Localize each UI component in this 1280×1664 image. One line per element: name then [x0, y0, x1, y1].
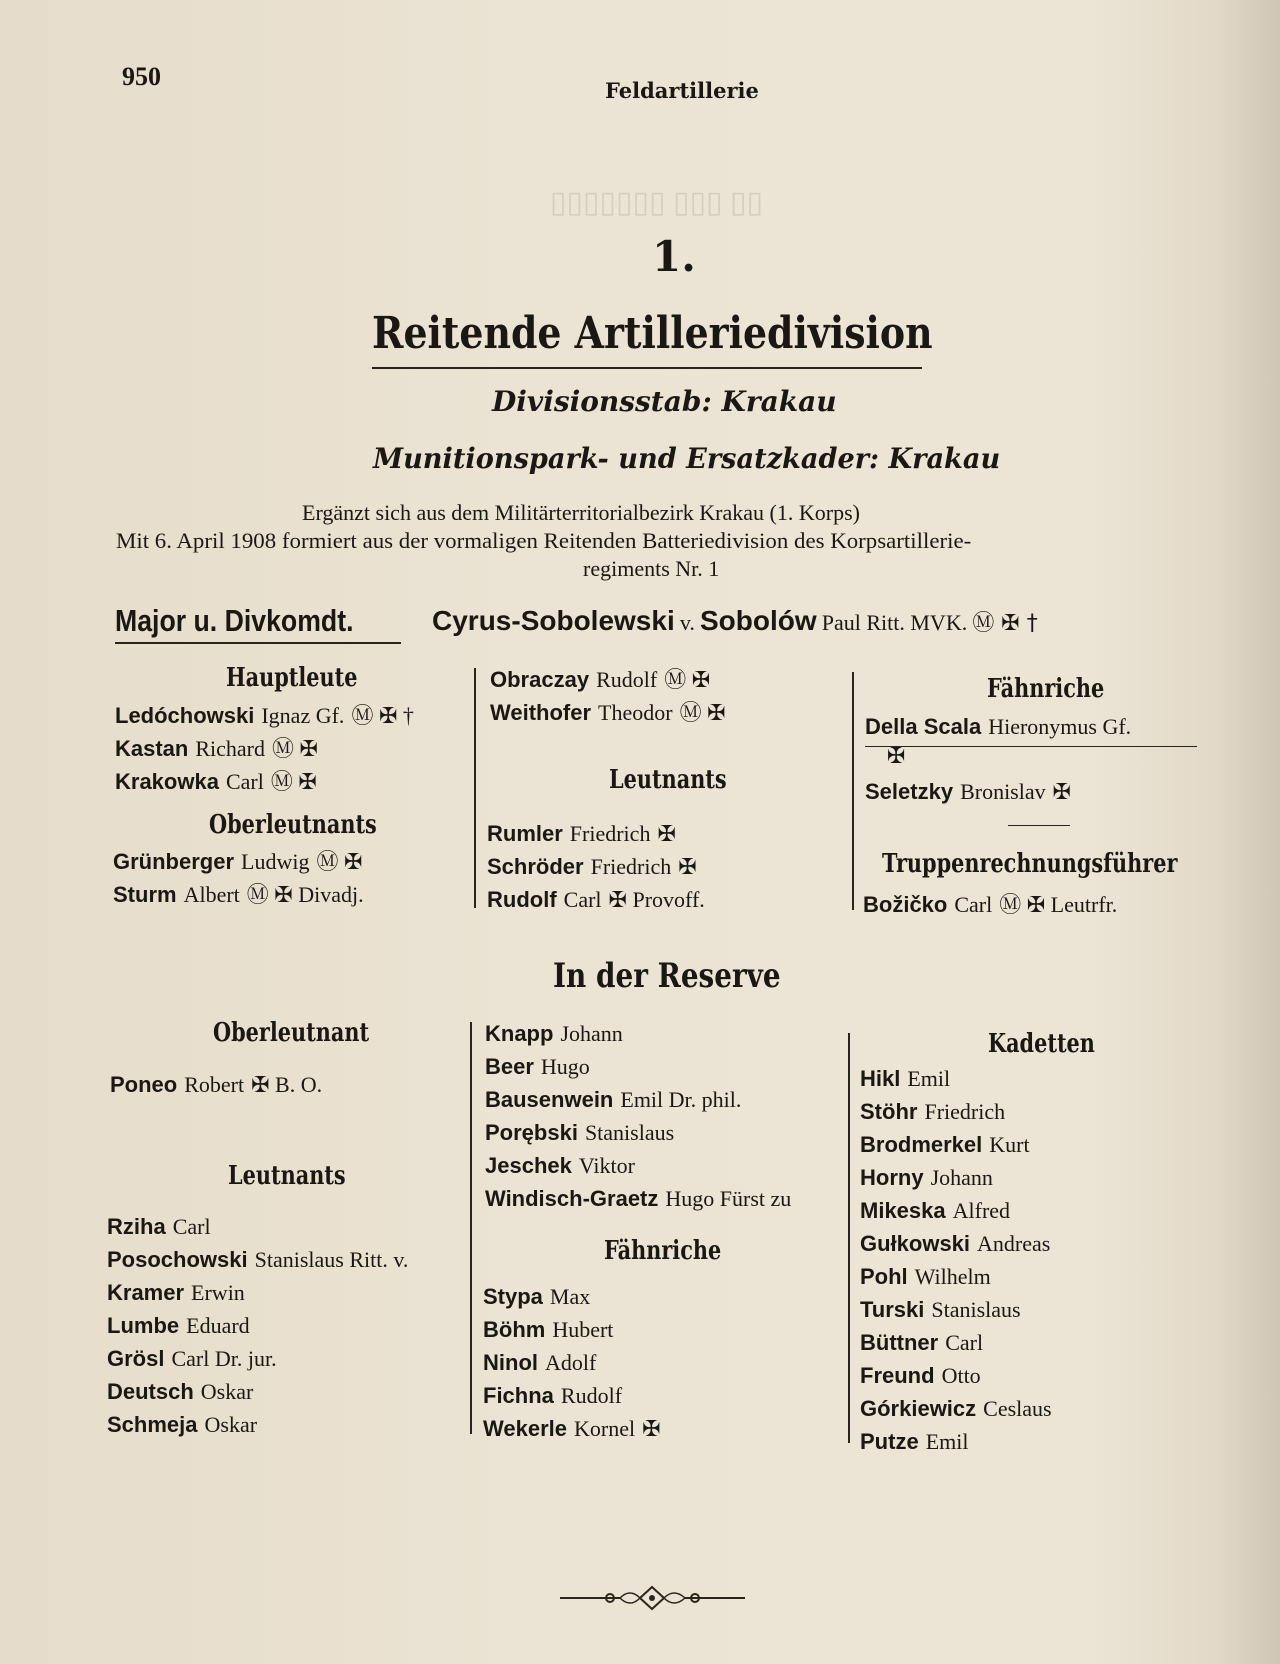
surname: Turski: [860, 1297, 925, 1322]
heading-faehnriche: Fähnriche: [987, 674, 1105, 704]
given-name: Oskar: [204, 1412, 258, 1437]
list-item: [107, 1376, 408, 1409]
surname: Górkiewicz: [860, 1396, 977, 1421]
given-name: Johann: [930, 1165, 993, 1190]
list-item: [107, 1211, 408, 1244]
list-item: [860, 1327, 1052, 1360]
list-item: [860, 1063, 1052, 1096]
page-number: 950: [122, 62, 161, 91]
reserve-leutnants-list: [107, 1211, 408, 1442]
heading-kadetten: Kadetten: [988, 1029, 1095, 1059]
list-item: [485, 1150, 791, 1183]
list-item: [487, 884, 705, 917]
short-divider: [1008, 825, 1070, 826]
surname: Windisch-Graetz: [485, 1186, 659, 1211]
surname: Fichna: [483, 1383, 554, 1408]
given-name: Oskar: [200, 1379, 254, 1404]
given-name: Alfred: [952, 1198, 1011, 1223]
reserve-col2-top-list: [485, 1018, 791, 1216]
list-item: [485, 1018, 791, 1051]
given-name: Stanislaus: [584, 1120, 675, 1145]
ornament-divider: [560, 1583, 745, 1613]
surname: Weithofer: [490, 700, 592, 725]
given-name: Kurt: [989, 1132, 1030, 1157]
surname: Lumbe: [107, 1313, 180, 1338]
list-item: [860, 1426, 1052, 1459]
given-name: Andreas: [977, 1231, 1051, 1256]
list-item: [110, 1069, 322, 1102]
list-item: [107, 1244, 408, 1277]
surname: Poneo: [110, 1072, 178, 1097]
list-item: [113, 846, 364, 879]
decoration-suffix: Ⓜ ✠: [679, 700, 726, 725]
surname: Ledóchowski: [115, 703, 255, 728]
surname: Rudolf: [487, 887, 557, 912]
surname: Della Scala: [865, 714, 982, 739]
given-name: Emil Dr. phil.: [620, 1087, 742, 1112]
staff-location: Divisionsstab: Krakau: [492, 385, 837, 418]
list-item: [487, 818, 705, 851]
surname: Hikl: [860, 1066, 901, 1091]
given-name: Emil: [907, 1066, 951, 1091]
list-item: [115, 700, 414, 733]
list-item: [485, 1183, 791, 1216]
list-item: [487, 851, 705, 884]
surname: Horny: [860, 1165, 924, 1190]
surname: Seletzky: [865, 779, 954, 804]
list-item: [860, 1129, 1052, 1162]
given-name: Hubert: [552, 1317, 614, 1342]
commander-given: Paul Ritt. MVK.: [821, 610, 968, 635]
given-name: Friedrich: [569, 821, 651, 846]
given-name: Carl: [954, 892, 993, 917]
list-item: [860, 1294, 1052, 1327]
surname: Božičko: [863, 892, 948, 917]
surname: Sturm: [113, 882, 177, 907]
running-head: Feldartillerie: [605, 78, 759, 103]
given-name: Ludwig: [241, 849, 310, 874]
given-name: Albert: [183, 882, 240, 907]
heading-oberleutnants: Oberleutnants: [209, 810, 377, 840]
reserve-divider-1: [470, 1022, 472, 1434]
list-item: [483, 1281, 661, 1314]
surname: Grünberger: [113, 849, 235, 874]
given-name: Theodor: [598, 700, 673, 725]
surname: Schmeja: [107, 1412, 198, 1437]
surname: Putze: [860, 1429, 919, 1454]
given-name: Richard: [195, 736, 266, 761]
heading-reserve-leutnants: Leutnants: [228, 1161, 346, 1191]
list-item: [860, 1096, 1052, 1129]
heading-oberleutnant: Oberleutnant: [213, 1018, 370, 1048]
active-divider-1: [474, 668, 476, 908]
surname: Krakowka: [115, 769, 219, 794]
decoration-suffix: Ⓜ ✠ †: [351, 703, 414, 728]
given-name: Max: [549, 1284, 591, 1309]
given-name: Rudolf: [560, 1383, 623, 1408]
list-item: [483, 1413, 661, 1446]
surname: Posochowski: [107, 1247, 248, 1272]
decoration-suffix: Ⓜ ✠: [664, 667, 711, 692]
list-item: [860, 1228, 1052, 1261]
surname: Stypa: [483, 1284, 543, 1309]
decoration-suffix: ✠: [678, 854, 697, 879]
list-item: [860, 1162, 1052, 1195]
list-item: [483, 1347, 661, 1380]
list-item: [107, 1409, 408, 1442]
reserve-oberleutnant-list: [110, 1069, 322, 1102]
given-name: Friedrich: [924, 1099, 1006, 1124]
given-name: Hugo Fürst zu: [665, 1186, 792, 1211]
given-name: Rudolf: [596, 667, 658, 692]
given-name: Emil: [925, 1429, 969, 1454]
given-name: Kornel: [573, 1416, 636, 1441]
list-item: [490, 664, 726, 697]
decoration-suffix: Ⓜ ✠ Leutrfr.: [999, 892, 1118, 917]
reserve-faehnriche-list: [483, 1281, 661, 1446]
list-item: [485, 1084, 791, 1117]
given-name: Adolf: [545, 1350, 597, 1375]
surname: Kastan: [115, 736, 189, 761]
oberleutnants-list: [113, 846, 364, 912]
hauptleute-list: [115, 700, 414, 799]
given-name: Carl Dr. jur.: [171, 1346, 277, 1371]
list-item: [115, 766, 414, 799]
given-name: Wilhelm: [914, 1264, 991, 1289]
formation-line-2: regiments Nr. 1: [583, 556, 720, 581]
complement-line: Ergänzt sich aus dem Militärterritorialbezirk Krakau (1. Korps): [302, 500, 860, 525]
given-name: Bronislav: [960, 779, 1046, 804]
list-item: [860, 1393, 1052, 1426]
given-name: Hieronymus Gf.: [988, 714, 1132, 739]
list-item: [107, 1310, 408, 1343]
col2-top-list: [490, 664, 726, 730]
surname: Wekerle: [483, 1416, 567, 1441]
surname: Porębski: [485, 1120, 578, 1145]
given-name: Erwin: [191, 1280, 245, 1305]
list-item: [490, 697, 726, 730]
given-name: Robert: [184, 1072, 245, 1097]
della-scala-rule: [865, 746, 1197, 747]
given-name: Hugo: [540, 1054, 590, 1079]
surname: Freund: [860, 1363, 935, 1388]
given-name: Carl: [945, 1330, 984, 1355]
surname: Böhm: [483, 1317, 546, 1342]
list-item: [483, 1380, 661, 1413]
decoration-suffix: ✠ Provoff.: [608, 887, 705, 912]
decoration-suffix: Ⓜ ✠: [270, 769, 317, 794]
unit-title: Reitende Artilleriedivision: [372, 308, 933, 359]
decoration-suffix: ✠ B. O.: [251, 1072, 323, 1097]
given-name: Johann: [560, 1021, 623, 1046]
surname: Jeschek: [485, 1153, 572, 1178]
list-item: [860, 1261, 1052, 1294]
surname: Gułkowski: [860, 1231, 971, 1256]
decoration-suffix: Ⓜ ✠: [272, 736, 318, 761]
surname: Kramer: [107, 1280, 185, 1305]
decoration-suffix: Ⓜ ✠: [316, 849, 363, 874]
given-name: Viktor: [578, 1153, 635, 1178]
decoration-suffix: Ⓜ ✠ Divadj.: [246, 882, 364, 907]
list-item: [115, 733, 414, 766]
surname: Knapp: [485, 1021, 554, 1046]
surname: Obraczay: [490, 667, 590, 692]
reserve-divider-2: [848, 1033, 850, 1443]
surname: Rumler: [487, 821, 563, 846]
commander-rank: Major u. Divkomdt.: [115, 603, 354, 638]
truppenrechnungsfuehrer-bozicko: [863, 889, 1117, 922]
decoration: ✠: [1052, 780, 1072, 805]
surname: Ninol: [483, 1350, 538, 1375]
list-item: [485, 1117, 791, 1150]
heading-hauptleute: Hauptleute: [226, 663, 358, 693]
given-name: Ceslaus: [983, 1396, 1052, 1421]
list-item: [860, 1360, 1052, 1393]
commander-decorations: Ⓜ ✠ †: [972, 611, 1038, 636]
surname: Schröder: [487, 854, 584, 879]
decoration-suffix: ✠: [657, 821, 676, 846]
list-item: [860, 1195, 1052, 1228]
given-name: Stanislaus Ritt. v.: [254, 1247, 409, 1272]
given-name: Carl: [225, 769, 264, 794]
surname: Pohl: [860, 1264, 908, 1289]
bleed-through-text: ▯▯ ▯▯▯ ▯▯▯▯▯▯▯: [550, 186, 764, 219]
given-name: Friedrich: [590, 854, 672, 879]
surname: Grösl: [107, 1346, 165, 1371]
commander-name-group: [432, 605, 1038, 637]
surname: Brodmerkel: [860, 1132, 983, 1157]
faehnrich-della-scala: [865, 711, 1131, 744]
heading-in-der-reserve: In der Reserve: [553, 956, 781, 996]
commander-particle: v.: [679, 610, 695, 635]
della-scala-decoration: ✠: [887, 744, 906, 769]
unit-number: 1.: [652, 232, 696, 281]
faehnrich-seletzky: [865, 776, 1071, 809]
title-underline: [372, 367, 922, 369]
formation-line-1: Mit 6. April 1908 formiert aus der vormaligen Reitenden Batteriedivision des Korpsartillerie-: [116, 528, 972, 553]
given-name: Otto: [941, 1363, 981, 1388]
given-name: Carl: [563, 887, 602, 912]
list-item: [107, 1343, 408, 1376]
list-item: [483, 1314, 661, 1347]
commander-underline: [115, 642, 401, 644]
surname: Rziha: [107, 1214, 166, 1239]
munition-location: Munitionspark- und Ersatzkader: Krakau: [373, 442, 1001, 475]
surname: Mikeska: [860, 1198, 946, 1223]
heading-leutnants: Leutnants: [609, 765, 727, 795]
list-item: [113, 879, 364, 912]
leutnants-list: [487, 818, 705, 917]
given-name: Carl: [172, 1214, 211, 1239]
given-name: Stanislaus: [931, 1297, 1021, 1322]
given-name: Eduard: [186, 1313, 250, 1338]
decoration-suffix: ✠: [642, 1416, 661, 1441]
commander-name: Cyrus-Sobolewski: [432, 605, 675, 636]
given-name: Ignaz Gf.: [261, 703, 345, 728]
list-item: [485, 1051, 791, 1084]
heading-truppenrechnungsfuehrer: Truppenrechnungsführer: [882, 849, 1178, 879]
heading-reserve-faehnriche: Fähnriche: [604, 1236, 722, 1266]
kadetten-list: [860, 1063, 1052, 1459]
surname: Stöhr: [860, 1099, 918, 1124]
commander-line: [115, 603, 415, 639]
surname: Bausenwein: [485, 1087, 614, 1112]
list-item: [107, 1277, 408, 1310]
active-divider-2: [852, 672, 854, 910]
surname: Beer: [485, 1054, 534, 1079]
surname: Büttner: [860, 1330, 939, 1355]
commander-name2: Sobolów: [700, 605, 817, 636]
surname: Deutsch: [107, 1379, 194, 1404]
